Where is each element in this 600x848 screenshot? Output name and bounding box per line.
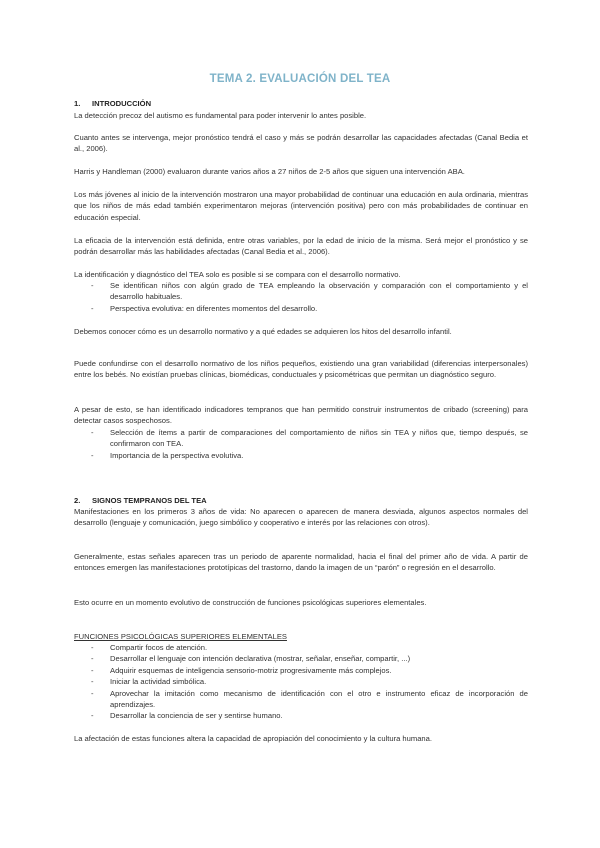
- dash-marker: -: [91, 281, 94, 290]
- section-2-number: 2.: [74, 496, 81, 505]
- dash-marker: -: [91, 665, 94, 675]
- list-item: - Aprovechar la imitación como mecanismo de identificación con el otro e instrumento eficaz de incorporación de aprendizajes.: [91, 688, 528, 710]
- bullet-list: [74, 642, 528, 722]
- list-item: - Se identifican niños con algún grado de TEA empleando la observación y comparación con el comportamiento y el desarrollo habituales.: [91, 281, 528, 302]
- dash-marker: -: [91, 711, 94, 721]
- section-1-number: 1.: [74, 99, 81, 108]
- list-item: - Perspectiva evolutiva: en diferentes momentos del desarrollo.: [91, 303, 318, 313]
- dash-marker: -: [91, 450, 94, 460]
- section-2-heading: [74, 495, 528, 506]
- paragraph: Manifestaciones en los primeros 3 años de vida: No aparecen o aparecen de manera desviada, algunos aspectos normales del desarrollo (lenguaje y comunicación, juego simbólico y cooperativo e interés por las relaciones con otros).: [74, 507, 528, 528]
- dash-marker: -: [91, 303, 94, 313]
- section-1-heading: [74, 98, 528, 109]
- paragraph: Debemos conocer cómo es un desarrollo normativo y a qué edades se adquieren los hitos del desarrollo infantil.: [74, 327, 452, 336]
- dash-marker: -: [91, 654, 94, 664]
- paragraph: Generalmente, estas señales aparecen tras un periodo de aparente normalidad, hacia el final del primer año de vida. A partir de entonces emergen las manifestaciones prototípicas del trastorno, dando la imagen de un “parón” o regresión en el desarrollo.: [74, 552, 528, 573]
- paragraph: La afectación de estas funciones altera la capacidad de apropiación del conocimiento y la cultura humana.: [74, 734, 432, 743]
- document-title: TEMA 2. EVALUACIÓN DEL TEA: [209, 73, 391, 85]
- subheading: FUNCIONES PSICOLÓGICAS SUPERIORES ELEMENTALES: [74, 632, 287, 641]
- dash-marker: -: [91, 428, 94, 437]
- paragraph: La eficacia de la intervención está definida, entre otras variables, por la edad de inicio de la misma. Será mejor el pronóstico y se podrán desarrollar más las habilidades afectadas (Canal Bedia et al., 2006).: [74, 236, 528, 257]
- paragraph: La identificación y diagnóstico del TEA solo es posible si se compara con el desarrollo normativo.: [74, 270, 401, 279]
- list-item: - Iniciar la actividad simbólica.: [91, 677, 207, 687]
- section-2-title: SIGNOS TEMPRANOS DEL TEA: [92, 496, 207, 505]
- list-item: - Selección de ítems a partir de comparaciones del comportamiento de niños sin TEA y niños que, tiempo después, se confirmaron con TEA.: [91, 428, 528, 449]
- list-item: - Adquirir esquemas de inteligencia sensorio-motriz progresivamente más complejos.: [91, 665, 392, 675]
- paragraph: A pesar de esto, se han identificado indicadores tempranos que han permitido construir instrumentos de cribado (screening) para detectar casos sospechosos.: [74, 405, 528, 426]
- paragraph: Puede confundirse con el desarrollo normativo de los niños pequeños, existiendo una gran variabilidad (diferencias interpersonales) entre los bebés. No existían pruebas clínicas, biomédicas, conductuales y psicométricas que permitan un diagnóstico seguro.: [74, 359, 528, 380]
- dash-marker: -: [91, 688, 94, 698]
- paragraph: Cuanto antes se intervenga, mejor pronóstico tendrá el caso y más se podrán desarrollar las capacidades afectadas (Canal Bedia et al., 2006).: [74, 133, 528, 154]
- bullet-list: [74, 427, 528, 461]
- list-item: - Desarrollar la conciencia de ser y sentirse humano.: [91, 711, 283, 721]
- list-item: - Compartir focos de atención.: [91, 643, 208, 652]
- list-item: - Desarrollar el lenguaje con intención declarativa (mostrar, señalar, enseñar, compartir, ...): [91, 654, 411, 664]
- section-1-title: INTRODUCCIÓN: [92, 99, 152, 108]
- paragraph: Los más jóvenes al inicio de la intervención mostraron una mayor probabilidad de continuar una educación en aula ordinaria, mientras que los niños de más edad también experimentaron mejoras (intervención positiva) pero con más probabilidades de continuar en educación especial.: [74, 190, 528, 222]
- dash-marker: -: [91, 677, 94, 687]
- paragraph: Esto ocurre en un momento evolutivo de construcción de funciones psicológicas superiores elementales.: [74, 598, 427, 607]
- paragraph: Harris y Handleman (2000) evaluaron durante varios años a 27 niños de 2-5 años que siguen una intervención ABA.: [74, 167, 465, 176]
- paragraph: La detección precoz del autismo es fundamental para poder intervenir lo antes posible.: [74, 111, 367, 120]
- list-item: - Importancia de la perspectiva evolutiva.: [91, 450, 244, 460]
- dash-marker: -: [91, 643, 94, 652]
- bullet-list: [74, 280, 528, 314]
